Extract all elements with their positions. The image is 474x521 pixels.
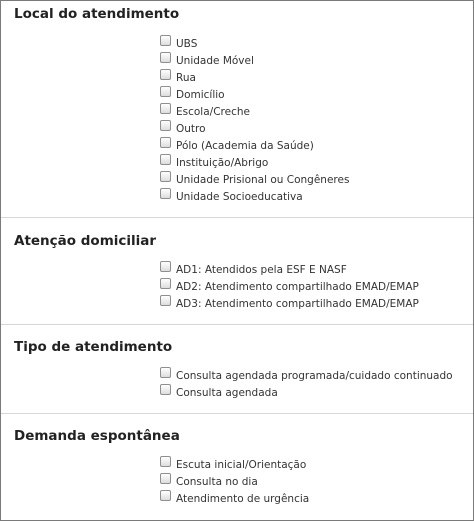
option-label: Unidade Móvel: [176, 54, 254, 67]
option-ad2[interactable]: [160, 279, 419, 294]
option-label: Instituição/Abrigo: [176, 156, 269, 169]
option-ubs[interactable]: [160, 36, 197, 51]
option-domicilio[interactable]: [160, 87, 225, 102]
checkbox[interactable]: [160, 367, 171, 378]
checkbox[interactable]: [160, 69, 171, 80]
option-consulta-agendada[interactable]: [160, 385, 278, 400]
option-label: Pólo (Academia da Saúde): [176, 139, 314, 152]
option-consulta-no-dia[interactable]: [160, 474, 258, 489]
checkbox[interactable]: [160, 295, 171, 306]
option-escola-creche[interactable]: [160, 104, 250, 119]
option-polo-academia-da-saude[interactable]: [160, 138, 314, 153]
checkbox[interactable]: [160, 52, 171, 63]
option-label: Consulta no dia: [176, 475, 258, 488]
option-label: Domicílio: [176, 88, 225, 101]
checkbox[interactable]: [160, 490, 171, 501]
option-ad3[interactable]: [160, 296, 419, 311]
option-escuta-inicial[interactable]: [160, 457, 306, 472]
checkbox[interactable]: [160, 35, 171, 46]
option-label: Escola/Creche: [176, 105, 250, 118]
option-outro[interactable]: [160, 121, 206, 136]
checkbox[interactable]: [160, 188, 171, 199]
option-label: Outro: [176, 122, 206, 135]
option-label: Escuta inicial/Orientação: [176, 458, 307, 471]
section-divider: [1, 324, 473, 325]
option-rua[interactable]: [160, 70, 196, 85]
section-local-do-atendimento: [1, 1, 473, 216]
checkbox[interactable]: [160, 86, 171, 97]
checkbox[interactable]: [160, 154, 171, 165]
option-label: AD3: Atendimento compartilhado EMAD/EMAP: [176, 297, 419, 310]
option-ad1[interactable]: [160, 262, 347, 277]
option-label: Atendimento de urgência: [176, 492, 310, 505]
section-title: Local do atendimento: [14, 6, 185, 22]
section-atencao-domiciliar: [1, 231, 473, 321]
checkbox[interactable]: [160, 171, 171, 182]
option-label: Consulta agendada programada/cuidado continuado: [176, 369, 453, 382]
option-unidade-movel[interactable]: [160, 53, 254, 68]
checkbox[interactable]: [160, 261, 171, 272]
option-consulta-agendada-programada[interactable]: [160, 368, 453, 383]
section-title: Tipo de atendimento: [14, 339, 178, 355]
option-label: Unidade Prisional ou Congêneres: [176, 173, 350, 186]
option-unidade-prisional[interactable]: [160, 172, 349, 187]
option-label: Consulta agendada: [176, 386, 278, 399]
option-label: Unidade Socioeducativa: [176, 190, 303, 203]
option-instituicao-abrigo[interactable]: [160, 155, 268, 170]
checkbox[interactable]: [160, 137, 171, 148]
checkbox[interactable]: [160, 278, 171, 289]
section-divider: [1, 217, 473, 218]
option-label: AD2: Atendimento compartilhado EMAD/EMAP: [176, 280, 419, 293]
section-title: Atenção domiciliar: [14, 233, 162, 249]
checkbox[interactable]: [160, 120, 171, 131]
section-divider: [1, 413, 473, 414]
section-demanda-espontanea: [1, 426, 473, 516]
checkbox[interactable]: [160, 103, 171, 114]
checkbox[interactable]: [160, 384, 171, 395]
checkbox[interactable]: [160, 473, 171, 484]
checkbox[interactable]: [160, 456, 171, 467]
section-tipo-de-atendimento: [1, 337, 473, 412]
option-unidade-socioeducativa[interactable]: [160, 189, 303, 204]
option-atendimento-de-urgencia[interactable]: [160, 491, 309, 506]
option-label: AD1: Atendidos pela ESF E NASF: [176, 263, 347, 276]
option-label: Rua: [176, 71, 196, 84]
section-title: Demanda espontânea: [14, 428, 186, 444]
option-label: UBS: [176, 37, 198, 50]
